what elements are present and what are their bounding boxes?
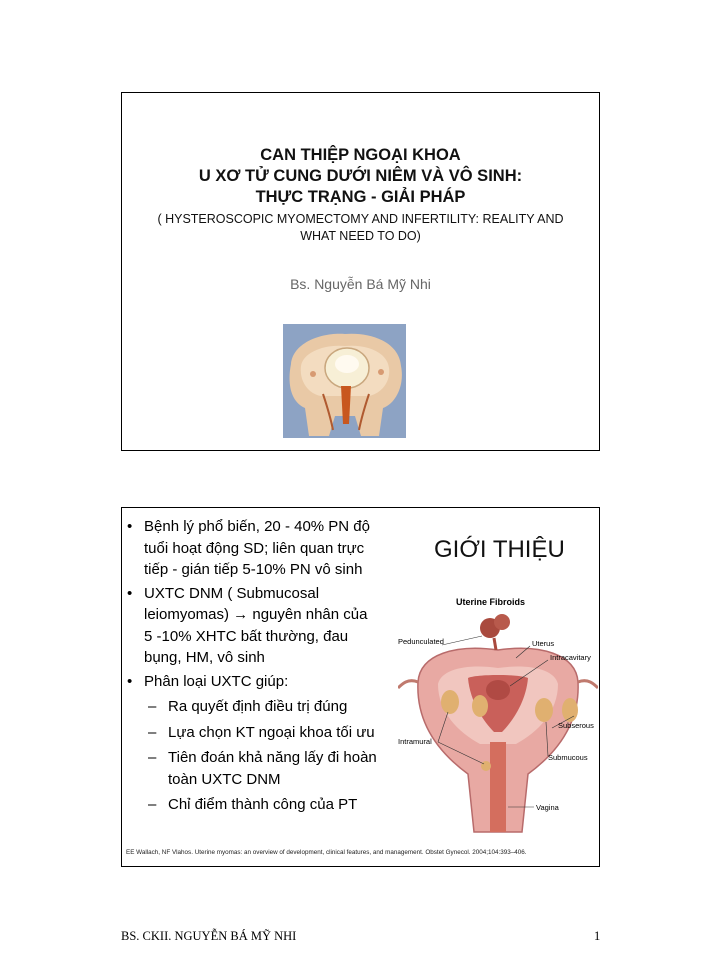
bullet-dot-icon: • — [127, 672, 133, 690]
uterine-fibroids-diagram — [398, 592, 598, 842]
bullet-line: UXTC DNM ( Submucosal — [144, 584, 320, 602]
slide-heading: GIỚI THIỆU — [434, 536, 565, 563]
label-submucous: Submucous — [548, 753, 588, 762]
title-line-2: U XƠ TỬ CUNG DƯỚI NIÊM VÀ VÔ SINH: — [198, 167, 523, 185]
sub-bullet-item — [126, 747, 406, 790]
title-slide — [121, 92, 600, 451]
diagram-title: Uterine Fibroids — [456, 597, 526, 607]
bullet-line: leiomyomas) → nguyên nhân của — [144, 606, 368, 623]
label-pedunculated: Pedunculated — [398, 637, 444, 646]
bullet-item — [126, 583, 406, 669]
footer-author: BS. CKII. NGUYỄN BÁ MỸ NHI — [121, 929, 297, 943]
bullet-line: Bệnh lý phổ biến, 20 - 40% PN độ — [144, 518, 370, 535]
bullet-list — [126, 516, 406, 816]
title-line-1: CAN THIỆP NGOẠI KHOA — [260, 146, 461, 164]
bullet-dot-icon: • — [127, 584, 133, 602]
sub-bullet-line: Lựa chọn KT ngoại khoa tối ưu — [168, 723, 375, 741]
sub-bullet-item — [126, 696, 406, 718]
bullet-line: Phân loại UXTC giúp: — [144, 672, 289, 690]
intracavitary-fibroid — [486, 680, 510, 700]
vaginal-canal — [490, 742, 506, 832]
dash-icon: – — [148, 723, 157, 741]
sub-bullet-item — [126, 722, 406, 744]
dash-icon: – — [148, 749, 157, 766]
label-subserous: Subserous — [558, 721, 594, 730]
bullet-item — [126, 671, 406, 693]
dash-icon: – — [148, 796, 157, 813]
bullet-line: tiếp - gián tiếp 5-10% PN vô sinh — [144, 561, 363, 578]
bullet-line: tuổi hoạt động SD; liên quan trực — [144, 539, 365, 557]
sub-bullet-line: Tiên đoán khả năng lấy đi hoàn — [168, 749, 377, 766]
uterus-specimen-photo — [283, 324, 406, 438]
sub-bullet-line: Ra quyết định điều trị đúng — [168, 698, 348, 715]
label-intramural: Intramural — [398, 737, 432, 746]
intramural-fibroid — [472, 695, 488, 717]
fibroid-highlight — [335, 355, 359, 373]
subtitle-line-1: ( HYSTEROSCOPIC MYOMECTOMY AND INFERTILITY: REALITY AND — [157, 212, 564, 226]
english-subtitle — [122, 211, 599, 245]
title-block — [122, 145, 599, 245]
reference-citation: EE Wallach, NF Vlahos. Uterine myomas: an overview of development, clinical features, and management. Obstet Gynecol. 2004;104:393–406. — [126, 849, 527, 856]
bullet-line: 5 -10% XHTC bất thường, đau — [144, 627, 349, 645]
bullet-line: bụng, HM, vô sinh — [144, 649, 265, 666]
bullet-dot-icon: • — [127, 518, 133, 535]
sub-bullet-line: toàn UXTC DNM — [168, 770, 281, 788]
page-number: 1 — [594, 929, 601, 943]
sub-bullet-item — [126, 794, 406, 816]
label-intracavitary: Intracavitary — [550, 653, 591, 662]
dash-icon: – — [148, 698, 157, 715]
subtitle-line-2: WHAT NEED TO DO) — [300, 229, 421, 243]
bullet-item — [126, 516, 406, 581]
label-vagina: Vagina — [536, 803, 559, 812]
author-name: Bs. Nguyễn Bá Mỹ Nhi — [290, 276, 431, 292]
label-uterus: Uterus — [532, 639, 555, 648]
intramural-fibroid — [441, 690, 459, 714]
sub-bullet-line: Chỉ điểm thành công của PT — [168, 796, 358, 813]
introduction-slide — [121, 507, 600, 867]
title-line-3: THỰC TRẠNG - GIẢI PHÁP — [255, 188, 466, 206]
submucous-fibroid — [535, 698, 553, 722]
